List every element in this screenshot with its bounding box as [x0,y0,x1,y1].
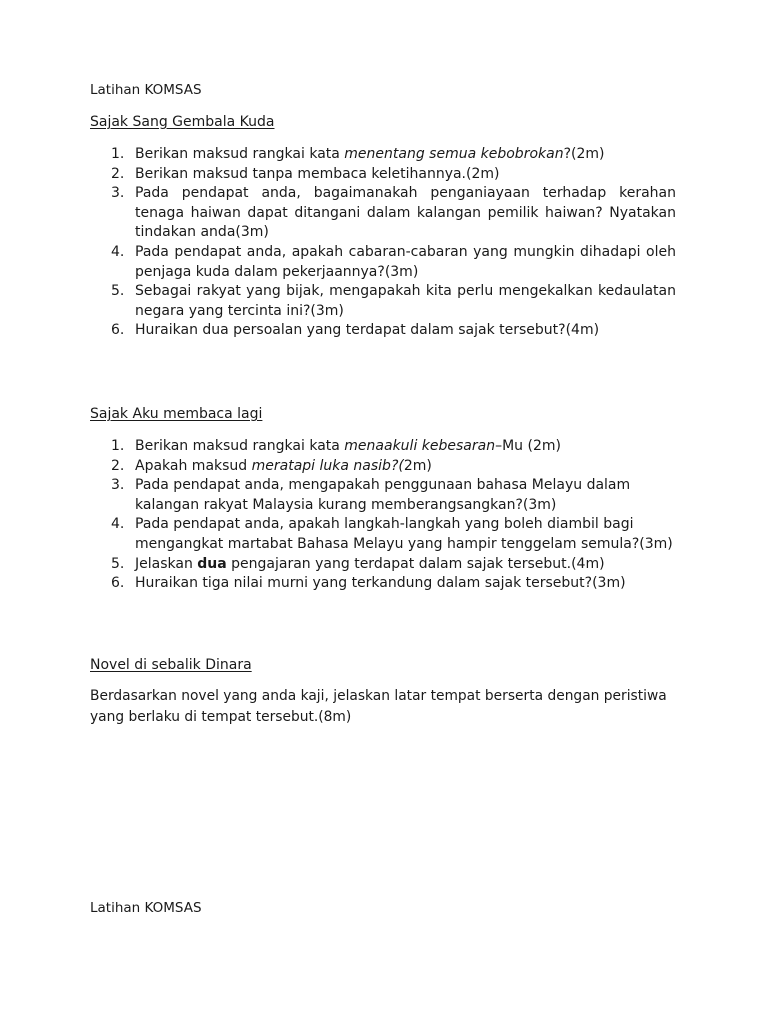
next-page-heading: Latihan KOMSAS [90,900,202,916]
question-list-section1 [90,145,676,341]
question-item: 5. Sebagai rakyat yang bijak, mengapakah kita perlu mengekalkan kedaulatan negara yang tercinta ini?(3m) [111,283,676,319]
question-item: 4. Pada pendapat anda, apakah cabaran-cabaran yang mungkin dihadapi oleh penjaga kuda dalam pekerjaannya?(3m) [111,243,676,280]
question-number: 2. [111,457,125,474]
italic-phrase: menaakuli kebesaran [344,438,496,454]
question-number: 4. [111,516,125,533]
question-item: 6. Huraikan dua persoalan yang terdapat dalam sajak tersebut?(4m) [90,321,676,341]
question-item: 6. Huraikan tiga nilai murni yang terkandung dalam sajak tersebut?(3m) [90,574,676,594]
question-number: 3. [111,185,125,202]
section-title-aku-membaca-lagi: Sajak Aku membaca lagi [90,406,263,422]
essay-question-paragraph: Berdasarkan novel yang anda kaji, jelaskan latar tempat berserta dengan peristiwa yang berlaku di tempat tersebut.(8m) [90,688,667,725]
question-item: 1. Berikan maksud rangkai kata menaakuli kebesaran–Mu (2m) [90,437,676,457]
section-title-novel-di-sebalik-dinara: Novel di sebalik Dinara [90,657,252,673]
question-number: 6. [111,575,125,592]
question-item: 1. Berikan maksud rangkai kata menentang semua kebobrokan?(2m) [90,145,676,165]
question-number: 5. [111,283,125,300]
document-heading: Latihan KOMSAS [90,82,202,98]
italic-phrase: menentang semua kebobrokan [344,146,564,162]
section-title-sang-gembala-kuda: Sajak Sang Gembala Kuda [90,114,275,130]
question-number: 1. [111,146,125,162]
bold-word: dua [197,555,227,572]
question-number: 5. [111,555,125,572]
question-item: 2. Berikan maksud tanpa membaca keletihannya.(2m) [90,165,676,185]
question-item: 3. Pada pendapat anda, bagaimanakah penganiayaan terhadap kerahan tenaga haiwan dapat ditangani dalam kalangan pemilik haiwan? Nyatakan tindakan anda(3m) [111,185,676,241]
question-number: 3. [111,477,125,494]
question-item: 3. Pada pendapat anda, mengapakah penggunaan bahasa Melayu dalam kalangan rakyat Malaysia kurang memberangsangkan?(3m) [111,477,631,513]
question-list-section2 [90,437,676,594]
italic-phrase: meratapi luka nasib?( [251,457,404,474]
question-item: 5. Jelaskan dua pengajaran yang terdapat dalam sajak tersebut.(4m) [90,555,676,575]
question-item: 2. Apakah maksud meratapi luka nasib?(2m) [90,457,676,477]
question-item: 4. Pada pendapat anda, apakah langkah-langkah yang boleh diambil bagi mengangkat martabat Bahasa Melayu yang hampir tenggelam semula?(3m) [111,516,673,552]
question-number: 1. [111,438,125,454]
question-number: 2. [111,165,125,182]
question-number: 6. [111,322,125,339]
question-number: 4. [111,243,125,260]
